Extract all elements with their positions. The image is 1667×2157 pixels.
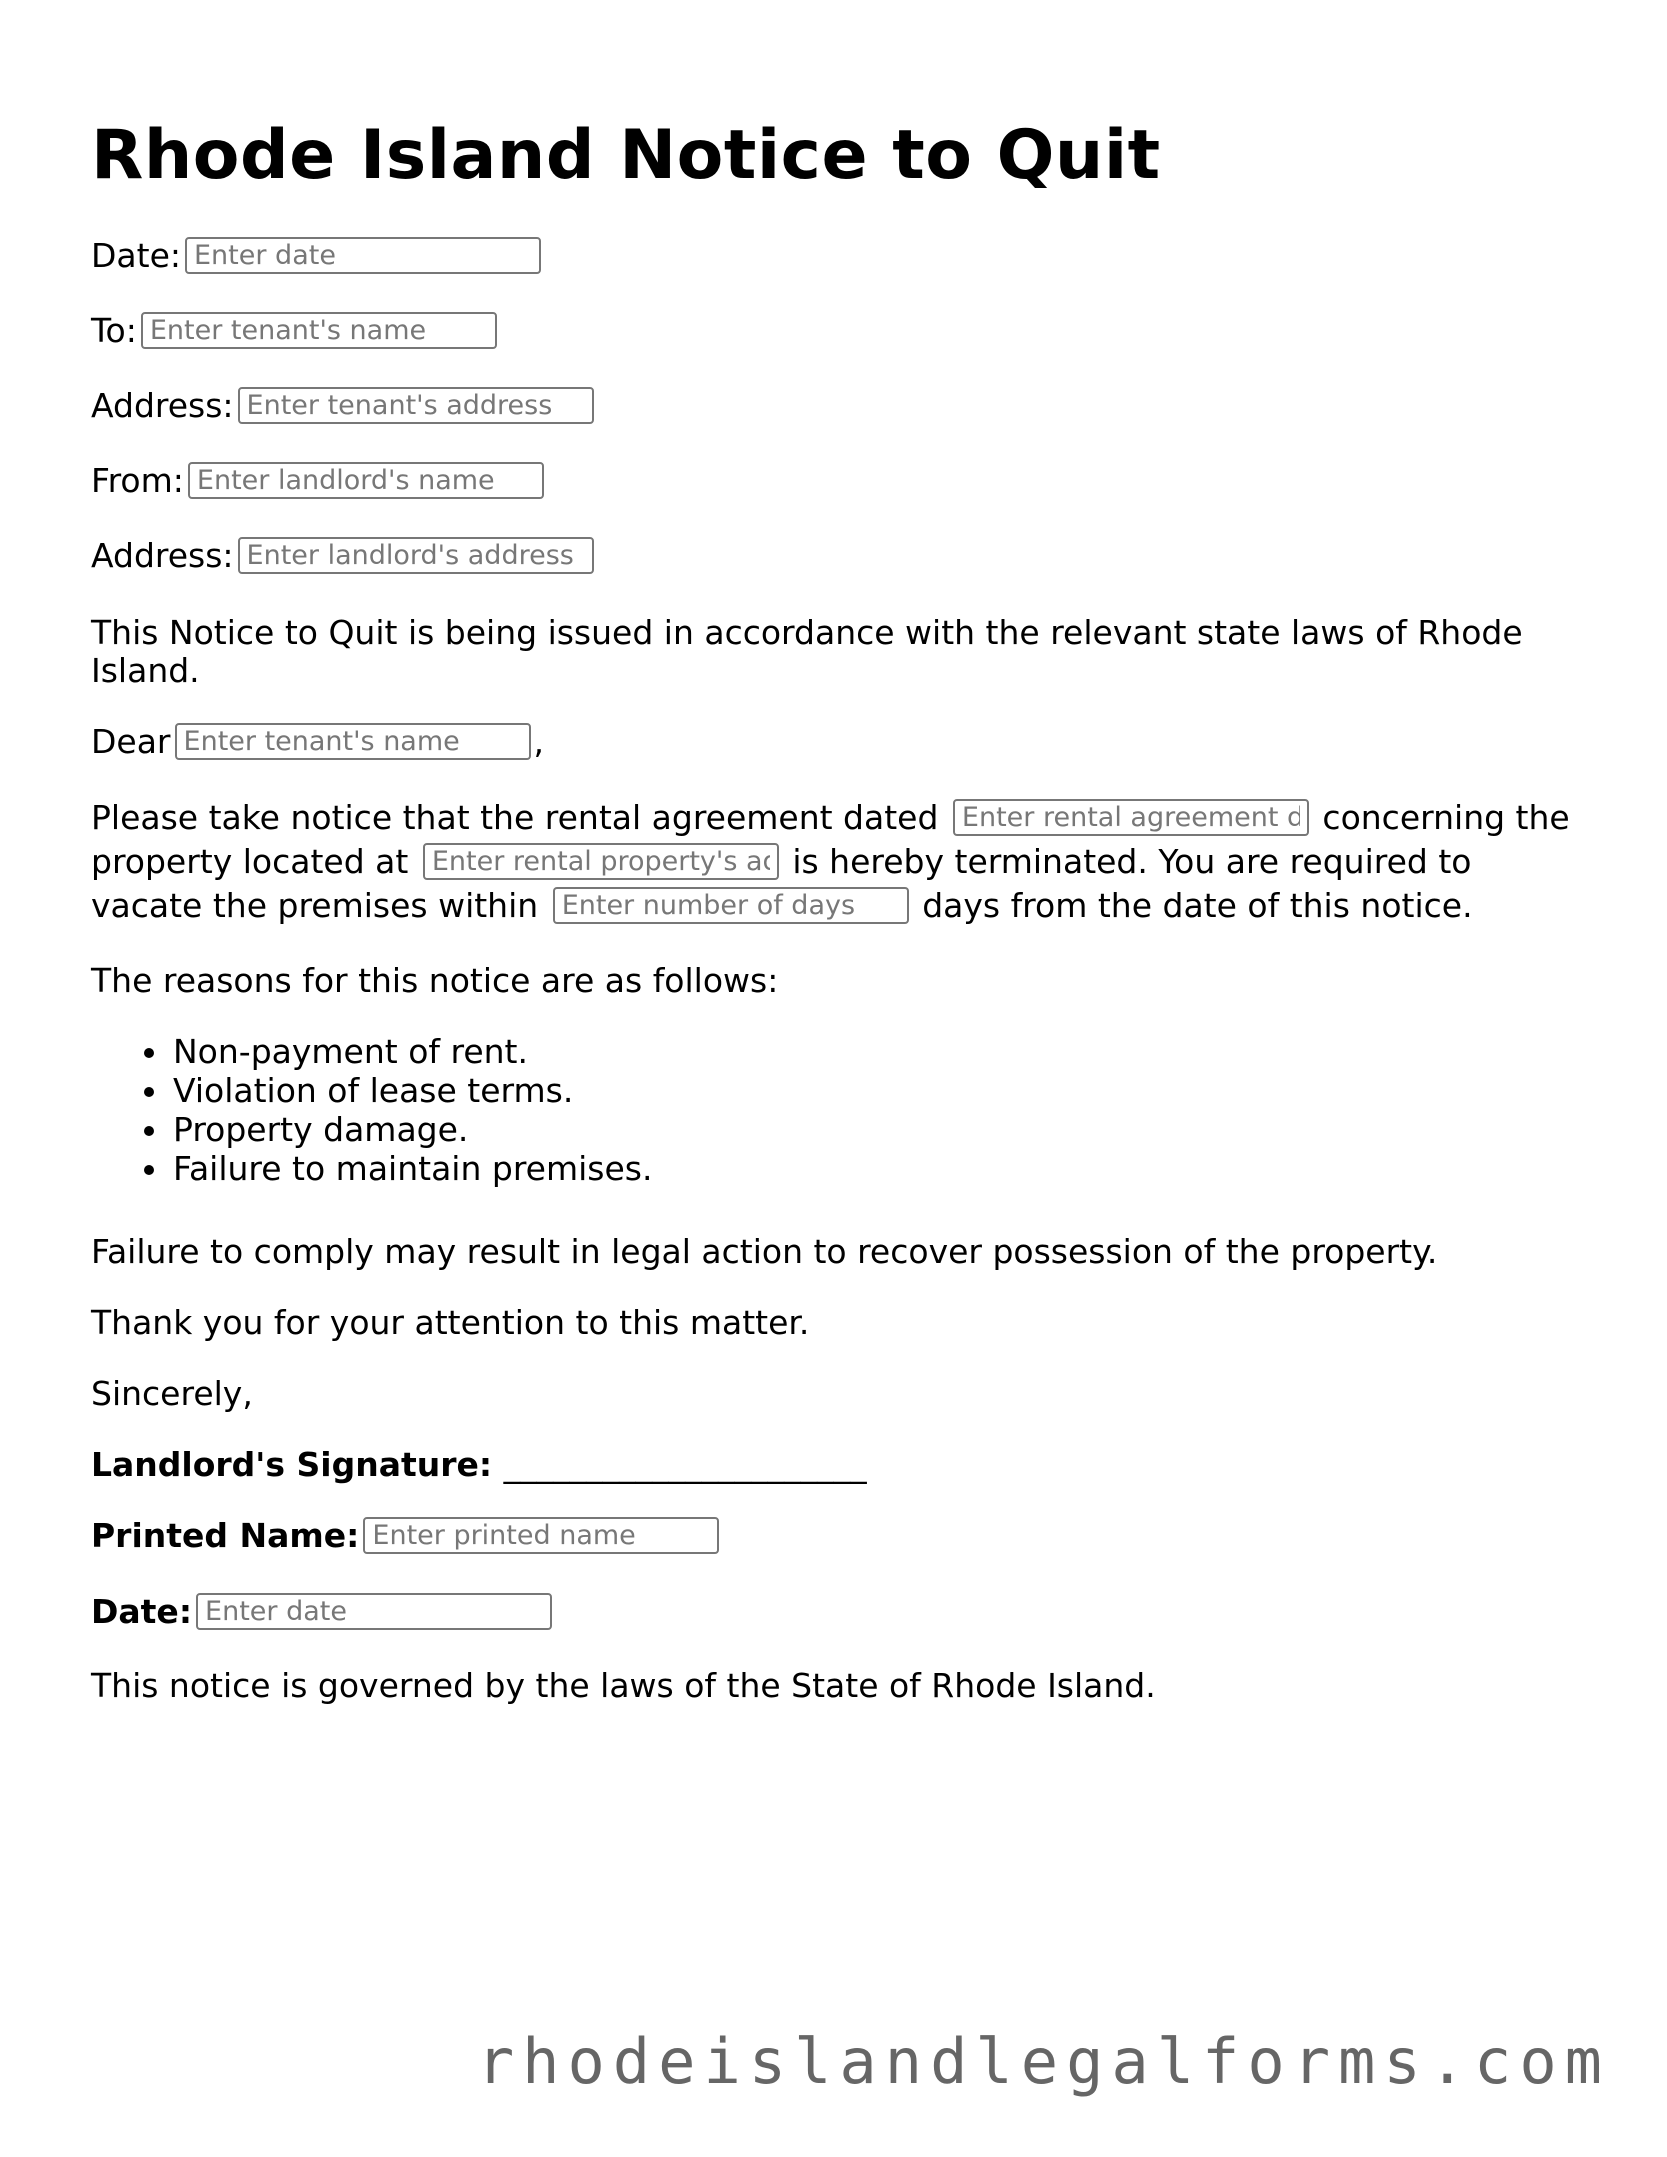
page-title: Rhode Island Notice to Quit [91,116,1161,195]
signature-line: ______________________ [503,1445,867,1484]
list-item: • Violation of lease terms. [171,1071,652,1110]
sign-date-label: Date: [91,1592,193,1631]
to-row [91,311,500,353]
landlord-address-label: Address: [91,536,234,575]
landlord-name-input[interactable] [188,462,544,499]
landlord-address-row [91,536,597,578]
sign-date-row [91,1592,555,1634]
from-label: From: [91,461,184,500]
tenant-address-label: Address: [91,386,234,425]
tenant-name-input[interactable] [141,312,497,349]
reasons-list [91,1032,652,1188]
sign-date-input[interactable] [196,1593,552,1630]
to-label: To: [91,311,137,350]
date-label: Date: [91,236,181,275]
governing-law-text: This notice is governed by the laws of the State of Rhode Island. [91,1666,1156,1705]
signature-row [91,1445,867,1485]
notice-text-3: is hereby terminated. You are required to vacate the premises within [91,842,1472,925]
list-item: • Property damage. [171,1110,652,1149]
property-address-input[interactable] [423,843,779,880]
salutation-label: Dear [91,722,171,761]
closing-text: Sincerely, [91,1374,253,1413]
reasons-intro: The reasons for this notice are as follows: [91,961,779,1000]
printed-name-row [91,1516,722,1558]
intro-paragraph: This Notice to Quit is being issued in accordance with the relevant state laws of Rhode Island. [91,613,1523,690]
date-input[interactable] [185,237,541,274]
salutation-row [91,722,544,764]
tenant-address-input[interactable] [238,387,594,424]
notice-text-1: Please take notice that the rental agreement dated [91,798,939,837]
salutation-tenant-input[interactable] [175,723,531,760]
list-item: • Failure to maintain premises. [171,1149,652,1188]
printed-name-label: Printed Name: [91,1516,360,1555]
thanks-paragraph: Thank you for your attention to this matter. [91,1303,810,1342]
notice-text-4: days from the date of this notice. [922,886,1473,925]
notice-text-2: concerning the property located at [91,798,1570,881]
salutation-comma: , [533,722,545,761]
landlord-address-input[interactable] [238,537,594,574]
printed-name-input[interactable] [363,1517,719,1554]
date-row [91,236,544,278]
notice-paragraph [91,796,1591,928]
warning-paragraph: Failure to comply may result in legal action to recover possession of the property. [91,1232,1438,1271]
from-row [91,461,547,503]
agreement-date-input[interactable] [953,799,1309,836]
tenant-address-row [91,386,597,428]
days-input[interactable] [553,887,909,924]
site-watermark: rhodeislandlegalforms.com [476,2025,1610,2098]
signature-label: Landlord's Signature: [91,1445,493,1484]
list-item: • Non-payment of rent. [171,1032,652,1071]
